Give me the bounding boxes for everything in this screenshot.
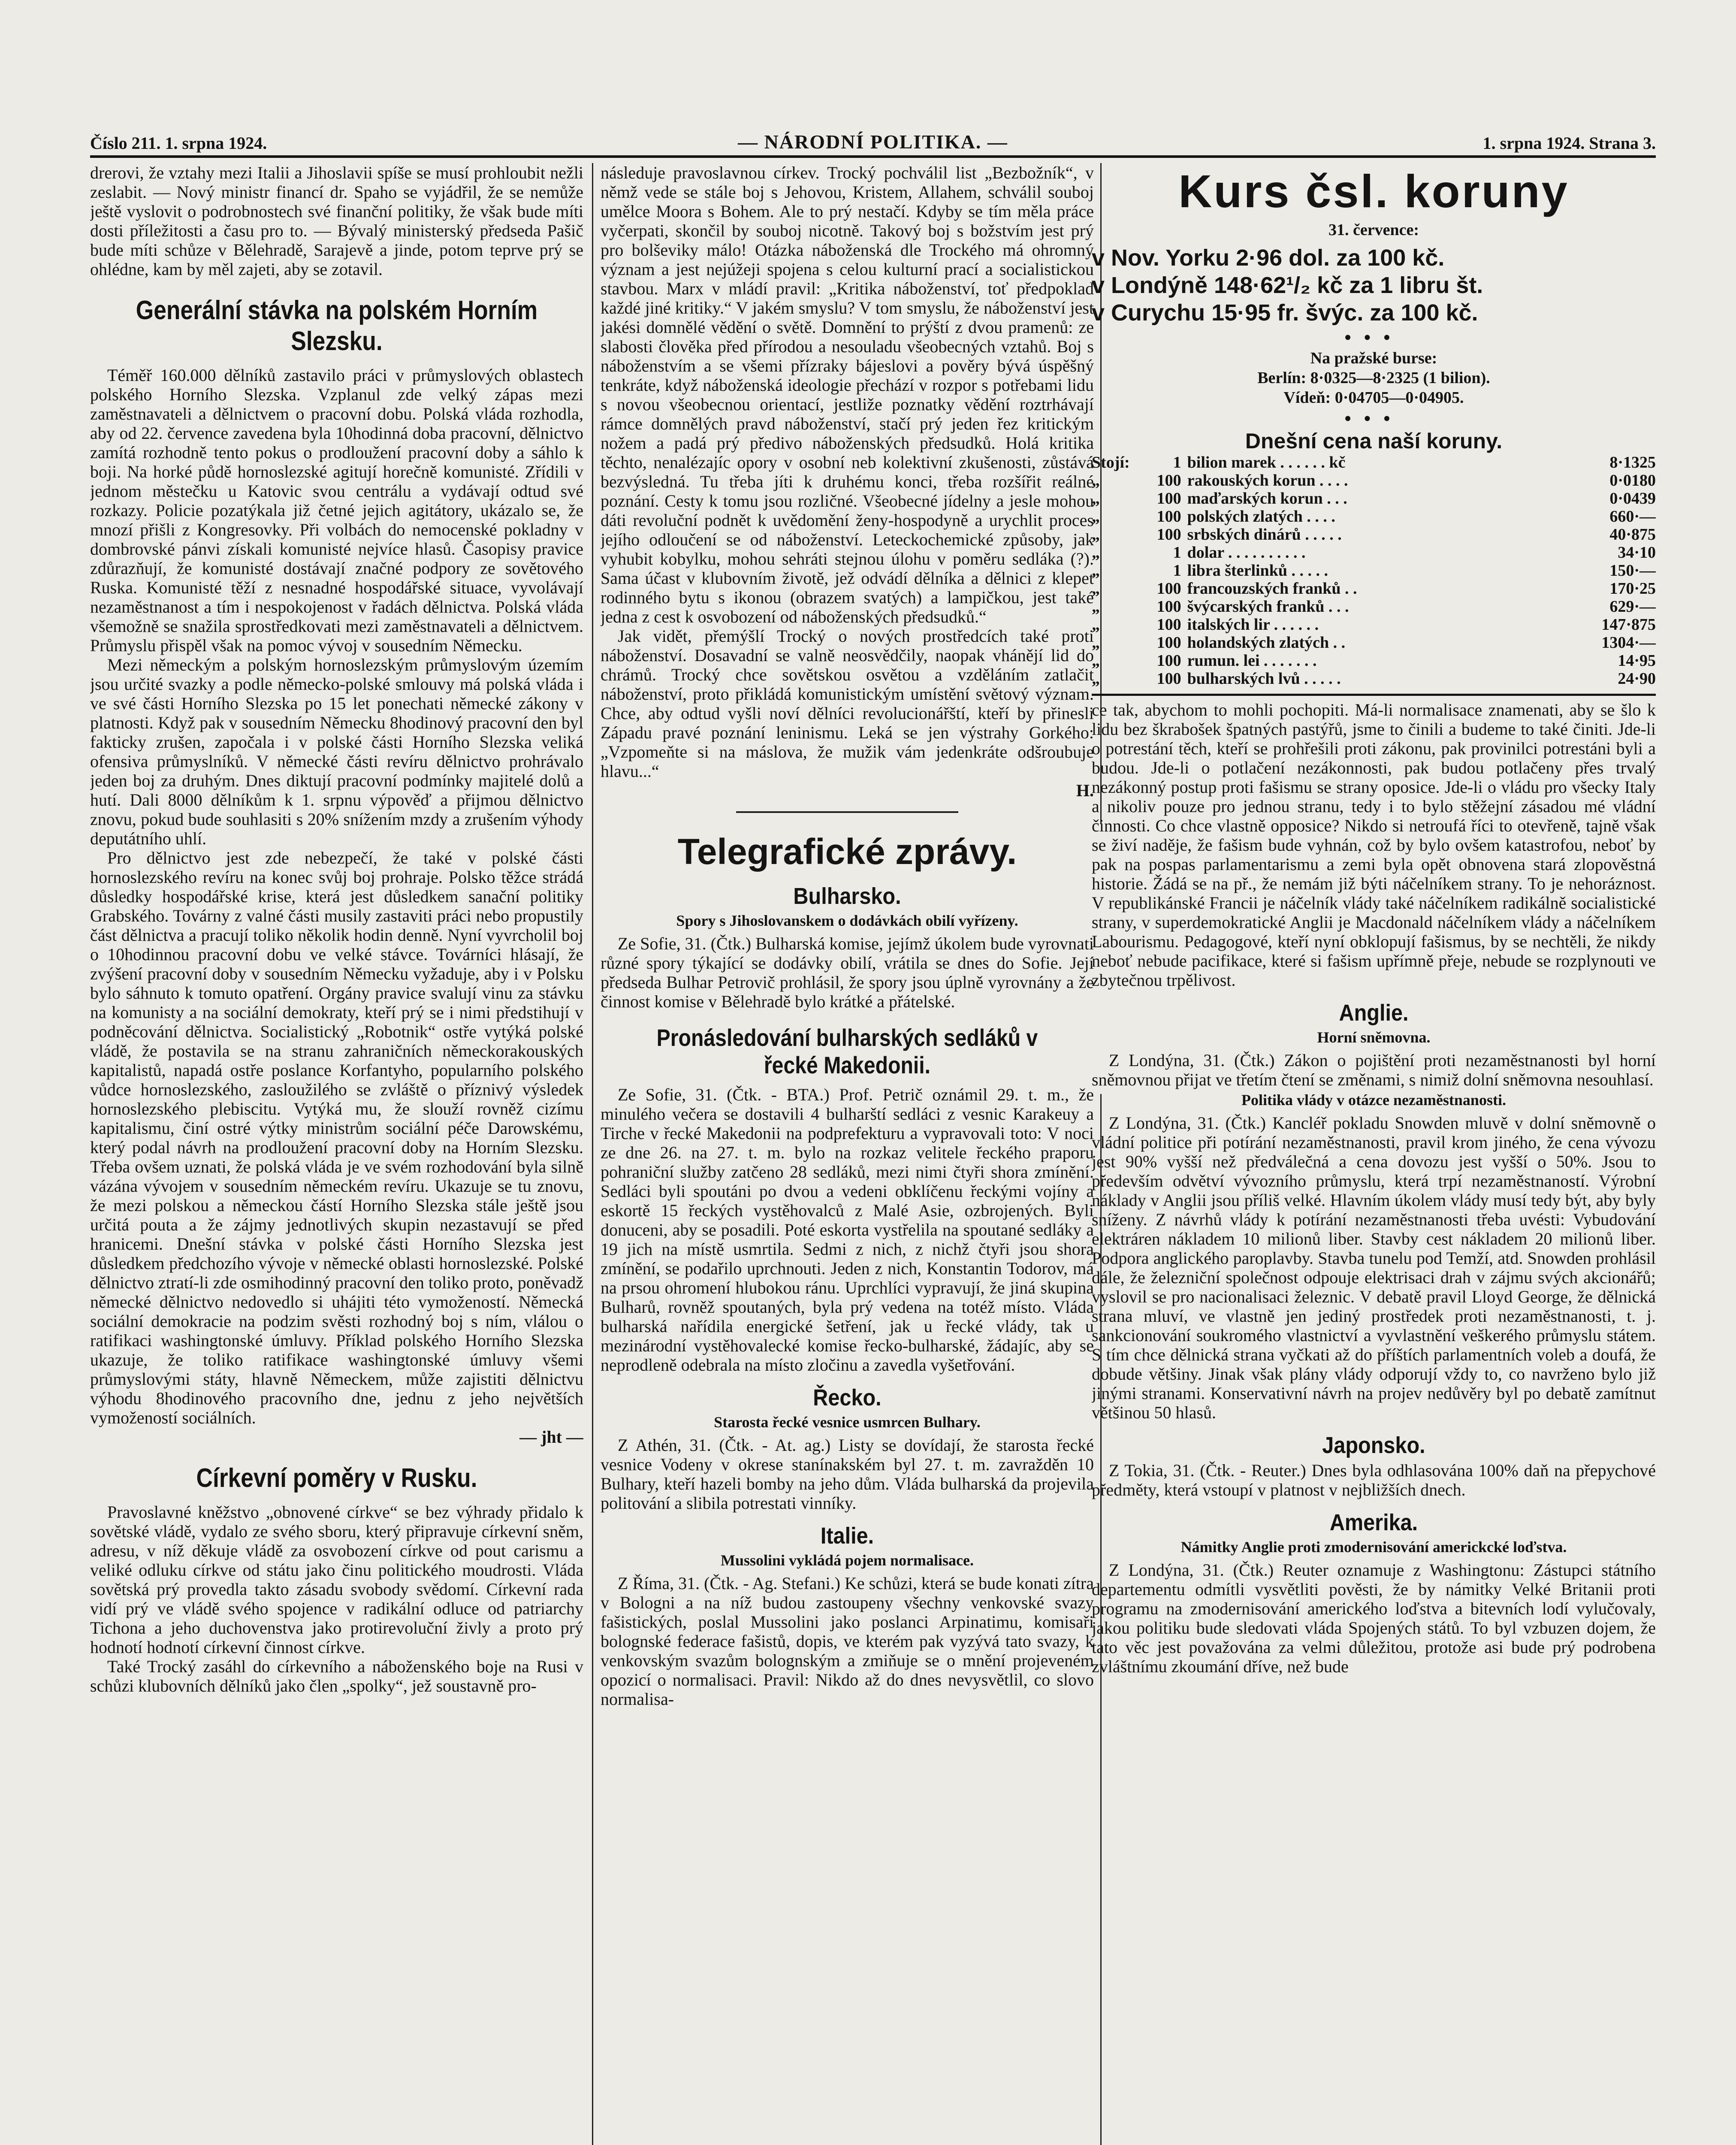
ditto-mark: „	[1092, 544, 1100, 562]
article-signature: H.	[1076, 781, 1094, 800]
article-text: Téměř 160.000 dělníků zastavilo práci v průmyslových oblastech polského Horního Slezska. Vzplanul zde velký zápas mezi zaměstnavateli a dělnictvem o pracovní dobu. Polská vláda rozhodla, aby od 22. července zavedena byla 10hodinná doba pracovní, dělnictvo zamítá rozhodně tento pokus o prodloužení pracovní doby a sáhlo k boji. Na horké půdě hornoslezské agitují horečně komunisté. Zřídili v jednom městečku u Katovic svou centrálu a vydávají odtud své rozkazy. Policie pozatýkala již četné jejich agitátory, ukázalo se, že mnozí přišli z Kongresovky. Při volbách do nemocenské pokladny v dombrovské pánvi získali komunisté nejvíce hlasů. Časopisy pravice zdůrazňují, že komunisté dostávají značné podpory ze sovětového Ruska. Komunisté těží z nesnadné hospodářské situace, vyvolávají nezaměstnanost a tím i nespokojenost v řadách dělnictva. Polská vláda všemožně se snažila sprostředkovati mezi zaměstnavateli a dělnictvem. Průmyslu přispěl však na pomoc vývoj v sousedním Německu.	[90, 366, 583, 655]
rate-london: v Londýně 148·62¹/₂ kč za 1 libru št.	[1092, 272, 1483, 298]
currency-row	[1092, 580, 1656, 598]
news-subheading: Starosta řecké vesnice usmrcen Bulhary.	[714, 1414, 981, 1431]
currency-row	[1092, 489, 1656, 508]
currency-name: bilion marek . . . . . . kč	[1187, 453, 1346, 471]
currency-value: 170·25	[1609, 580, 1656, 598]
exchange-rate-date: 31. července:	[1328, 221, 1419, 239]
column-divider-1	[592, 163, 593, 2145]
ditto-mark: „	[1092, 580, 1100, 598]
currency-value: 40·875	[1609, 526, 1656, 544]
currency-value: 1304·—	[1601, 634, 1656, 652]
ditto-mark: „	[1092, 670, 1100, 688]
country-heading: Anglie.	[1339, 1000, 1409, 1026]
currency-value: 8·1325	[1609, 453, 1656, 471]
currency-quantity: 1	[1173, 544, 1181, 562]
currency-name: rumun. lei . . . . . . .	[1187, 652, 1317, 670]
currency-row	[1092, 670, 1656, 688]
news-text: ce tak, abychom to mohli pochopiti. Má-li normalisace znamenati, aby se šlo k lidu bez škrabošek špatných pastýřů, jsme to činili a budeme to také činiti. Jde-li o potrestání těch, kteří se prohřešili proti zákonu, pak provinilci potrestáni byli a budou. Jde-li o potlačení nezákonnosti, pak budou potlačeny přes trvalý nezákonný postup proti fašismu se strany oposice. Jde-li o vládu pro všecky Italy a nikoliv pouze pro jednou stranu, tedy i to bylo stěžejní zásadou mé vládní činnosti. Co chce vlastně opposice? Nikdo si netroufá říci to otevřeně, tajně však se živí naděje, že fašism bude vyhnán, což by bylo ovšem katastrofou, neboť by pak na pospas parlamentarismu a zemi byla opět obnovena stará zlopověstná historie. Žádá se na př., že nemám již býti náčelníkem strany. To je nehoráznost. V republikánské Francii je náčelník vlády také náčelníkem radikálně socialistické strany, v superdemokratické Anglii je Macdonald náčelníkem vlády a náčelníkem Labourismu. Pedagogové, kteří nyní obklopují fašismus, by se nechtěli, že nikdy neboť nebude pacifikace, které si fašism upřímně přeje, nebude se rozplynouti ve zbytečnou trpělivost.	[1092, 700, 1656, 990]
ditto-mark: „	[1092, 634, 1100, 652]
column-3	[1092, 163, 1656, 2145]
column-1	[90, 163, 583, 2145]
rate-berlin: Berlín: 8·0325—8·2325 (1 bilion).	[1257, 369, 1490, 387]
country-heading: Italie.	[820, 1523, 874, 1549]
currency-row	[1092, 526, 1656, 544]
currency-value: 14·95	[1618, 652, 1656, 670]
section-divider	[736, 811, 958, 813]
currency-row	[1092, 544, 1656, 562]
news-subheading: Námitky Anglie proti zmodernisování americkcké loďstva.	[1180, 1538, 1567, 1556]
currency-row	[1092, 453, 1656, 471]
ditto-mark: „	[1092, 562, 1100, 580]
crown-value-title: Dnešní cena naší koruny.	[1245, 429, 1503, 453]
news-text: Z Tokia, 31. (Čtk. - Reuter.) Dnes byla odhlasována 100% daň na přepychové předměty, která vstoupí v platnost v nejbližších dnech.	[1092, 1461, 1656, 1499]
currency-quantity: 100	[1156, 580, 1181, 598]
currency-row	[1092, 471, 1656, 489]
news-text: Z Londýna, 31. (Čtk.) Zákon o pojištění proti nezaměstnanosti byl horní sněmovnou přijat ve třetím čtení se změnami, s nimiž dolní sněmovna nesouhlasí.	[1092, 1051, 1656, 1089]
rate-new-york: v Nov. Yorku 2·96 dol. za 100 kč.	[1092, 245, 1445, 271]
country-heading: Japonsko.	[1322, 1432, 1425, 1458]
currency-quantity: 100	[1156, 489, 1181, 508]
currency-row	[1092, 652, 1656, 670]
prague-exchange-title: Na pražské burse:	[1310, 349, 1437, 367]
article-headline: Církevní poměry v Rusku.	[196, 1463, 477, 1493]
currency-value: 0·0180	[1609, 471, 1656, 489]
currency-row	[1092, 598, 1656, 616]
separator-dots: •••	[1344, 408, 1403, 429]
currency-row	[1092, 616, 1656, 634]
currency-value: 660·—	[1609, 508, 1656, 526]
currency-name: libra šterlinků . . . . .	[1187, 562, 1328, 580]
masthead-bar	[90, 124, 1656, 159]
issue-number-date: Číslo 211. 1. srpna 1924.	[90, 133, 267, 153]
article-text: následuje pravoslavnou církev. Trocký pochválil list „Bezbožník“, v němž vede se stále boj s Jehovou, Kristem, Allahem, schválil souboj umělce Moora s Bohem. Ale to prý nestačí. Kdyby se tím měla práce vyčerpati, skončil by souboj nicotně. Takový boj s božstvím jest prý pro bolševiky málo! Otázka náboženská dle Trockého má ohromný význam a jest nejúžeji spojena s celou kulturní prací a socialistickou stavbou. Marx v mládí pravil: „Kritika náboženství, toť předpoklad každé jiné kritiky.“ V jakém smyslu? V tom smyslu, že náboženství jest jakési domnělé vědění o světě. Domnění to prýští z dvou pramenů: ze slabosti člověka před přírodou a nesouladu všeobecných vztahů. Boj s náboženstvím a se všemi přízraky bájeslovi a pověry bývá úspěšný tenkráte, když náboženská ideologie přechází v rozpor s potřebami lidu s novou všeobecnou orientací, jestliže poznatky vědění roztrhávají rámce domnělých pravd náboženství, stačí prý jeden řez kritickým nožem a padá prý předivo náboženských předsudků. Holá kritika těchto, nenalézajíc opory v osobní neb kolektivní zkušenosti, zůstává bezvýsledná. Tu třeba jíti k druhému konci, třeba rozšířit reálné poznání. Cesty k tomu jsou rozličné. Všeobecné jídelny a jesle mohou dáti revoluční podnět k uvědomění ženy-hospodyně a urychlit proces jejího odloučení se od náboženství. Leteckochemické způsoby, jak vyhubit kobylku, mohou sehráti stejnou úlohu v poměru sedláka (?). Sama účast v klubovním životě, jež odvádí dělníka a dělnici z klepet rodinného bytu s ikonou (obrazem svatých) a lampičkou, jest také jedna z cest k osvobození od náboženských předsudků.“	[601, 163, 1094, 626]
news-subheading: Politika vlády v otázce nezaměstnanosti.	[1241, 1091, 1506, 1109]
currency-value: 24·90	[1618, 670, 1656, 688]
currency-name: rakouských korun . . . .	[1187, 471, 1348, 489]
currency-name: polských zlatých . . . .	[1187, 508, 1335, 526]
currency-table	[1092, 453, 1656, 688]
date-page-number: 1. srpna 1924. Strana 3.	[1482, 133, 1656, 153]
currency-name: francouzských franků . .	[1187, 580, 1357, 598]
currency-quantity: 100	[1156, 616, 1181, 634]
news-text: Z Říma, 31. (Čtk. - Ag. Stefani.) Ke schůzi, která se bude konati zítra v Bologni a na níž budou zastoupeny všechny venkovské svazy fašistických, poslal Mussolini jako poslanci Arpinatimu, komisaři bolognské federace fašistů, dopis, ve kterém pak vyzývá tato svazy, k venkovským svazům bolognským a zmiňuje se o mnění projeveném opozicí o normalisaci. Pravil: Nikdo až do dnes nevysvětlil, co slovo normalisa-	[601, 1574, 1094, 1709]
article-headline: Generální stávka na polském Horním Slezsku.	[136, 296, 538, 356]
rate-vienna: Vídeň: 0·04705—0·04905.	[1283, 389, 1464, 407]
currency-value: 0·0439	[1609, 489, 1656, 508]
news-subheading: Mussolini vykládá pojem normalisace.	[720, 1552, 974, 1569]
currency-value: 150·—	[1609, 562, 1656, 580]
ditto-mark: „	[1092, 652, 1100, 670]
rate-zurich: v Curychu 15·95 fr. švýc. za 100 kč.	[1092, 300, 1478, 326]
currency-name: srbských dinárů . . . . .	[1187, 526, 1342, 544]
currency-name: italských lir . . . . . .	[1187, 616, 1319, 634]
section-headline: Telegrafické zprávy.	[677, 831, 1017, 872]
currency-quantity: 1	[1173, 562, 1181, 580]
article-text: Mezi německým a polským hornoslezským průmyslovým územím jsou určité svazky a podle německo-polské smlouvy má polská vláda i ve své části Horního Slezska po 15 let ponechati německé zákony v platnosti. Když pak v sousedním Německu 8hodinový pracovní den byl fakticky zrušen, započala i v polské části Horního Slezska veliká ofensiva průmyslníků. V německé části revíru dělnictvo prohrávalo jeden boj za druhým. Dnes diktují pracovní podmínky majitelé dolů a hutí. Dali 8000 dělníkům k 1. srpnu výpověď a přijmou dělnictvo znovu, pokud bude souhlasiti s 20% snížením mzdy a zrušením výhody deputátního uhlí.	[90, 655, 583, 848]
separator-dots: •••	[1344, 327, 1403, 348]
currency-quantity: 100	[1156, 652, 1181, 670]
news-text: Z Londýna, 31. (Čtk.) Kancléř pokladu Snowden mluvě v dolní sněmovně o vládní politice při potírání nezaměstnanosti, pravil krom jiného, že cena vývozu jest 90% vyšší než předválečná a cena dovozu jest vyšší o 50%. Jsou to především odvětví vývozního průmyslu, která trpí nezaměstnaností. Výrobní náklady v Anglii jsou příliš velké. Hlavním úkolem vlády musí tedy být, aby byly sníženy. Z návrhů vlády k potírání nezaměstnanosti třeba uvésti: Vybudování elektráren nákladem 10 milionů liber. Stavby cest nákladem 20 milionů liber. Podpora anglického paroplavby. Stavba tunelu pod Temží, atd. Snowden prohlásil dále, že železniční společnost odpouje elektrisaci drah v zájmu svých akcionářů; vyslovil se pro nacionalisaci železnic. V debatě pravil Lloyd George, že dělnická strana mluví, ve vlastně jen jediný prostředek proti nezaměstnanosti, t. j. sankcionování soukromého vlastnictví a vyvlastnění veškerého průmyslu státem. S tím chce dělnická strana vyčkati až do příštích parlamentních voleb a doufá, že dobude většiny. Jinak však plány vlády odporují vždy to, co navrženo bylo již jinými stranami. Konservativní návrh na projev nedůvěry byl po debatě zamítnut většinou 50 hlasů.	[1092, 1113, 1656, 1422]
news-text: Z Londýna, 31. (Čtk.) Reuter oznamuje z Washingtonu: Zástupci státního departementu odmítli vysvětliti pověsti, že by námitky Velké Britanii proti programu na zmodernisování amerického loďstva a bitevních lodí vylučovaly, jakou politiku bude sledovati vláda Spojených států. To byl vzbuzen dojem, že tato věc jest považována za velmi důležitou, protože asi bude prý podrobena zvláštnímu zkoumání dříve, než bude	[1092, 1560, 1656, 1676]
article-text: Pro dělnictvo jest zde nebezpečí, že také v polské části hornoslezského revíru na konec svůj boj prohraje. Polsko těžce strádá důsledky hospodářské krise, která jest důsledkem sanační politiky Grabského. Továrny z valné části musily zastaviti práci nebo propustily část dělnictva a pracují toliko několik hodin denně. Nyní vyvrcholil boj o 10hodinnou pracovní dobu ve velké stávce. Továrníci hlásají, že zvýšení pracovní doby v sousedním Německu vyžaduje, aby i v Polsku bylo sáhnuto k tomuto opatření. Orgány pravice svalují vinu za stávku na komunisty a na sociální demokraty, kteří prý se i nimi předstihují v podněcování dělnictva. Socialistický „Robotnik“ ostře vytýká polské vládě, že postavila se na stranu zahraničních německorakouských kapitalistů, napadá ostře poslance Korfantyho, popularního polského vůdce hornoslezského, zasloužilého se zvláště o příznivý výsledek hornoslezského plebiscitu. Vytýká mu, že slouží rovněž cizímu kapitalismu, činí ostré výtky ministrům sociální péče Darowskému, který podal návrh na prodloužení pracovní doby na Horním Slezsku. Třeba ovšem uznati, že polská vláda je ve svém rozhodování byla silně vázána vývojem v sousedním německém revíru. Ukazuje se tu znovu, že mezi polskou a německou částí Horního Slezska stále ještě jsou určitá pouta a že zájmy jednotlivých skupin nezastavují se před hranicemi. Dnešní stávka v polské části Horního Slezska jest důsledkem předchozího vývoje v německé oblasti hornoslezské. Polské dělnictvo ztratí-li zde osmihodinný pracovní den toliko proto, poněvadž německé dělnictvo nedovedlo si uhájiti této vymožeností. Německá sociální demokracie na podzim svěsti rozhodný boj s ním, vlálou o ratifikaci washingtonské úmluvy. Příklad polského Horního Slezska ukazuje, že toliko ratifikace washingtonské úmluvy všemi průmyslovými státy, hlavně Německem, může zajistiti dělnictvu výhodu 8hodinového pracovního dne, jednu z jeho největších vymožeností sociálních.	[90, 848, 583, 1427]
currency-name: bulharských lvů . . . . .	[1187, 670, 1341, 688]
ditto-mark: „	[1092, 526, 1100, 544]
currency-name: maďarských korun . . .	[1187, 489, 1347, 508]
currency-quantity: 100	[1156, 471, 1181, 489]
article-text: drerovi, že vztahy mezi Italii a Jihoslavii spíše se musí prohloubit nežli zeslabit. — Nový ministr financí dr. Spaho se vyjádřil, že se nemůže ještě vyslovit o podrobnostech své finanční politiky, že však bude míti dosti příležitosti a času pro to. — Bývalý ministerský předseda Pašič bude míti schůze v Bělehradě, Sarajevě a jinde, potom teprve prý se ohlédne, kam by měl zajeti, aby se zotavil.	[90, 163, 583, 279]
news-subheading: Spory s Jihoslovanskem o dodávkách obilí vyřízeny.	[676, 912, 1018, 929]
newspaper-name: — NÁRODNÍ POLITIKA. —	[738, 131, 1008, 153]
ditto-mark: „	[1092, 508, 1100, 526]
currency-row	[1092, 634, 1656, 652]
country-heading: Amerika.	[1329, 1510, 1418, 1535]
currency-quantity: 100	[1156, 634, 1181, 652]
news-headline: Pronásledování bulharských sedláků v řecké Makedonii.	[656, 1024, 1038, 1079]
country-heading: Řecko.	[813, 1385, 882, 1411]
ditto-mark: „	[1092, 471, 1100, 489]
column-2	[601, 163, 1094, 2145]
currency-name: holandských zlatých . .	[1187, 634, 1346, 652]
exchange-rate-title: Kurs čsl. koruny	[1178, 165, 1569, 217]
currency-value: 629·—	[1609, 598, 1656, 616]
header-rule	[90, 155, 1656, 158]
exchange-rate-box	[1092, 166, 1656, 696]
currency-row	[1092, 562, 1656, 580]
currency-row	[1092, 508, 1656, 526]
currency-name: švýcarských franků . . .	[1187, 598, 1349, 616]
article-text: Pravoslavné kněžstvo „obnovené církve“ se bez výhrady přidalo k sovětské vládě, vydalo ze svého sboru, který připravuje církevní sněm, adresu, v níž děkuje vládě za osvobození církve od pout carismu a veliké odluku církve od státu jako činu politického moudrosti. Vláda sovětská prý provedla takto zásadu svobody svědomí. Církevní rada vidí prý ve vládě svého spojence v radikální odluce od patriarchy Tichona a jeho duchovenstva jako protirevoluční živly a proto prý hodnotí hodnotí církevní činnost církve.	[90, 1502, 583, 1657]
article-text: Také Trocký zasáhl do církevního a náboženského boje na Rusi v schůzi klubovních dělníků jako člen „spolky“, jež soustavně pro-	[90, 1657, 583, 1695]
article-text: Jak vidět, přemýšlí Trocký o nových prostředcích také proti náboženství. Dosavadní se valně neosvědčily, naopak vhánějí lid do chrámů. Trocký chce sovětskou osvětou a vzděláním zatlačit náboženství, proto přikládá komunistickým umístění světový význam. Chce, aby odtud vyšli noví dělníci revolucionářští, kteří by přinesli Západu pravé poznání leninismu. Leká se jen výstrahy Gorkého: „Vzpomeňte si na máslova, že mužik vám jedenkráte odšroubuje hlavu...“	[601, 626, 1094, 781]
currency-quantity: 100	[1156, 526, 1181, 544]
article-signature: — jht —	[519, 1427, 583, 1447]
currency-quantity: 1	[1173, 453, 1181, 471]
country-heading: Bulharsko.	[793, 883, 901, 909]
ditto-mark: „	[1092, 598, 1100, 616]
currency-name: dolar . . . . . . . . . .	[1187, 544, 1306, 562]
news-text: Ze Sofie, 31. (Čtk.) Bulharská komise, jejímž úkolem bude vyrovnati různé spory týkající se dodávky obilí, vrátila se dnes do Sofie. Její předseda Bulhar Petrovič prohlásil, že spory jsou úplně vyrovnány a že činnost komise v Bělehradě bylo krátké a přátelské.	[601, 934, 1094, 1011]
news-text: Ze Sofie, 31. (Čtk. - BTA.) Prof. Petrič oznámil 29. t. m., že minulého večera se dostavili 4 bulharští sedláci z vesnic Karakeuy a Tirche v řecké Makedonii na podprefekturu a vypravovali toto: V noci ze dne 26. na 27. t. m. bylo na rozkaz velitele řeckého praporu pohraniční služby zatčeno 28 sedláků, mezi nimi čtyři shora zmínění. Sedláci byli spoutáni po dvou a vedeni obklíčenu řeckými vojíny a eskortě 15 řeckých vystěhovalců z Malé Asie, ozbrojených. Byli donuceni, aby se posadili. Poté eskorta vystřelila na spoutané sedláky a 19 jich na místě usmrtila. Sedmi z nich, z nichž čtyři jsou shora zmínění, se podařilo uprchnouti. Jeden z nich, Konstantin Todorov, má na prsou ohromení hlubokou ránu. Uprchlíci vypravují, že jiná skupina Bulharů, rovněž spoutaných, byla prý vedena na totéž místo. Vláda bulharská nařídila energické šetření, jak u řecké vlády, tak u mezinárodní vystěhovalecké komise řecko-bulharské, žádajíc, aby se neprodleně odebrala na místo zločinu a zavedla vyšetřování.	[601, 1085, 1094, 1375]
currency-value: 34·10	[1618, 544, 1656, 562]
ditto-mark: „	[1092, 616, 1100, 634]
currency-value: 147·875	[1601, 616, 1656, 634]
ditto-mark: „	[1092, 489, 1100, 508]
currency-quantity: 100	[1156, 670, 1181, 688]
news-subheading: Horní sněmovna.	[1317, 1029, 1431, 1046]
stoji-label: Stojí:	[1092, 453, 1130, 471]
news-text: Z Athén, 31. (Čtk. - At. ag.) Listy se dovídají, že starosta řecké vesnice Vodeny v okrese stanínakském byl 27. t. m. zavražděn 10 Bulhary, kteří hazeli bomby na jeho dům. Vláda bulharská da projevila politování a slibila potrestati vinníky.	[601, 1435, 1094, 1513]
currency-quantity: 100	[1156, 508, 1181, 526]
currency-quantity: 100	[1156, 598, 1181, 616]
